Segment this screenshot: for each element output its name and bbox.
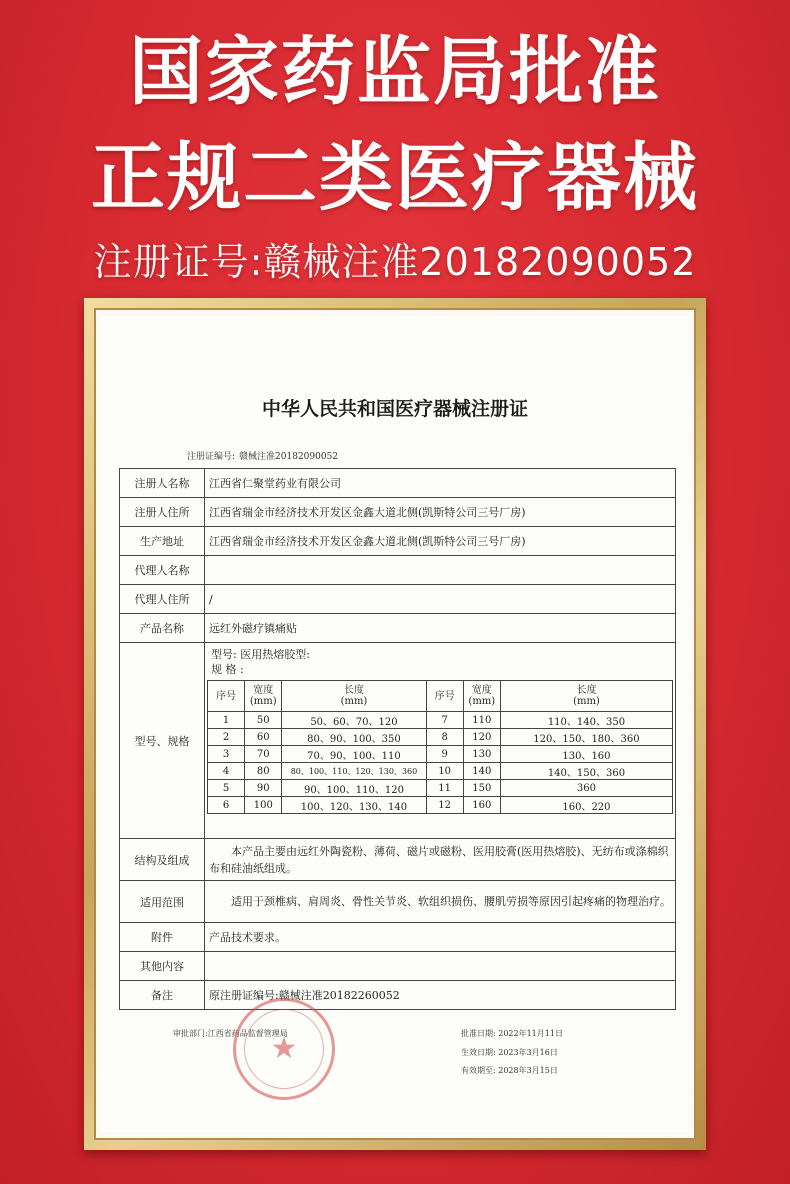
spec-width: 120 bbox=[463, 729, 500, 746]
row-label: 产品名称 bbox=[120, 614, 205, 643]
spec-length: 80、100、110、120、130、360 bbox=[282, 763, 426, 780]
spec-table bbox=[207, 680, 673, 814]
spec-seq: 3 bbox=[208, 746, 245, 763]
spec-seq: 1 bbox=[208, 712, 245, 729]
row-value: 本产品主要由远红外陶瓷粉、薄荷、磁片或磁粉、医用胶膏(医用热熔胶)、无纺布或涤棉织布和硅油纸组成。 bbox=[205, 839, 676, 881]
row-value: 原注册证编号:赣械注准20182260052 bbox=[205, 981, 676, 1010]
reg-no-label: 注册证编号: bbox=[187, 452, 236, 462]
approval-dept-value: 江西省药品监督管理局 bbox=[207, 1029, 288, 1038]
table-row bbox=[120, 923, 676, 952]
model-line: 型号: 医用热熔胶型: bbox=[211, 648, 310, 661]
spec-length: 100、120、130、140 bbox=[282, 797, 426, 814]
table-row bbox=[120, 527, 676, 556]
reg-no-value: 赣械注准20182090052 bbox=[239, 452, 339, 462]
spec-width: 130 bbox=[463, 746, 500, 763]
spec-width: 50 bbox=[245, 712, 282, 729]
spec-seq: 4 bbox=[208, 763, 245, 780]
spec-width: 110 bbox=[463, 712, 500, 729]
row-label: 结构及组成 bbox=[120, 839, 205, 881]
row-value: 产品技术要求。 bbox=[205, 923, 676, 952]
spec-row bbox=[208, 746, 673, 763]
spec-row bbox=[208, 780, 673, 797]
spec-seq: 10 bbox=[426, 763, 463, 780]
row-label: 注册人住所 bbox=[120, 498, 205, 527]
spec-width: 150 bbox=[463, 780, 500, 797]
spec-header-length: 长度 (mm) bbox=[282, 681, 426, 712]
row-value bbox=[205, 556, 676, 585]
row-value: / bbox=[205, 585, 676, 614]
model-spec-cell bbox=[205, 643, 676, 839]
spec-header-seq: 序号 bbox=[208, 681, 245, 712]
spec-length: 120、150、180、360 bbox=[500, 729, 672, 746]
spec-line: 规 格 : bbox=[211, 663, 244, 676]
table-row bbox=[120, 981, 676, 1010]
row-label: 生产地址 bbox=[120, 527, 205, 556]
table-row bbox=[120, 498, 676, 527]
spec-header-row bbox=[208, 681, 673, 712]
table-row bbox=[120, 881, 676, 923]
spec-length: 360 bbox=[500, 780, 672, 797]
spec-width: 100 bbox=[245, 797, 282, 814]
spec-width: 70 bbox=[245, 746, 282, 763]
spec-row bbox=[208, 729, 673, 746]
spec-length: 50、60、70、120 bbox=[282, 712, 426, 729]
spec-header-length: 长度 (mm) bbox=[500, 681, 672, 712]
spec-seq: 8 bbox=[426, 729, 463, 746]
seal-star-icon: ★ bbox=[270, 1031, 298, 1066]
row-value: 江西省瑞金市经济技术开发区金鑫大道北侧(凯斯特公司三号厂房) bbox=[205, 498, 676, 527]
effective-date: 生效日期: 2023年3月16日 bbox=[461, 1048, 558, 1057]
headline-class: 正规二类医疗器械 bbox=[91, 135, 699, 221]
row-label: 注册人名称 bbox=[120, 469, 205, 498]
spec-width: 60 bbox=[245, 729, 282, 746]
spec-length: 70、90、100、110 bbox=[282, 746, 426, 763]
row-label: 型号、规格 bbox=[120, 643, 205, 839]
spec-seq: 12 bbox=[426, 797, 463, 814]
certificate-title: 中华人民共和国医疗器械注册证 bbox=[261, 398, 528, 420]
spec-length: 80、90、100、350 bbox=[282, 729, 426, 746]
spec-seq: 7 bbox=[426, 712, 463, 729]
approval-date: 批准日期: 2022年11月11日 bbox=[461, 1029, 563, 1038]
certificate-table bbox=[119, 468, 676, 1010]
certificate-number bbox=[187, 449, 338, 462]
spec-length: 160、220 bbox=[500, 797, 672, 814]
spec-seq: 5 bbox=[208, 780, 245, 797]
expiry-date: 有效期至: 2028年3月15日 bbox=[461, 1066, 558, 1075]
official-seal bbox=[233, 998, 335, 1100]
spec-length: 110、140、350 bbox=[500, 712, 672, 729]
headline-reg-number: 注册证号:赣械注准20182090052 bbox=[93, 240, 697, 284]
row-label: 附件 bbox=[120, 923, 205, 952]
spec-length: 130、160 bbox=[500, 746, 672, 763]
spec-row bbox=[208, 797, 673, 814]
row-value: 江西省仁聚堂药业有限公司 bbox=[205, 469, 676, 498]
spec-header-width: 宽度 (mm) bbox=[245, 681, 282, 712]
table-row bbox=[120, 585, 676, 614]
row-value: 江西省瑞金市经济技术开发区金鑫大道北侧(凯斯特公司三号厂房) bbox=[205, 527, 676, 556]
spec-seq: 9 bbox=[426, 746, 463, 763]
row-label: 适用范围 bbox=[120, 881, 205, 923]
row-value: 适用于颈椎病、肩周炎、骨性关节炎、软组织损伤、腰肌劳损等原因引起疼痛的物理治疗。 bbox=[205, 881, 676, 923]
spec-header-width: 宽度 (mm) bbox=[463, 681, 500, 712]
certificate-document bbox=[101, 316, 689, 1132]
table-row bbox=[120, 643, 676, 839]
table-row bbox=[120, 556, 676, 585]
spec-seq: 6 bbox=[208, 797, 245, 814]
approval-dept-label: 审批部门: bbox=[173, 1029, 208, 1038]
spec-row bbox=[208, 763, 673, 780]
spec-header-seq: 序号 bbox=[426, 681, 463, 712]
table-row bbox=[120, 952, 676, 981]
spec-width: 160 bbox=[463, 797, 500, 814]
spec-width: 80 bbox=[245, 763, 282, 780]
spec-seq: 2 bbox=[208, 729, 245, 746]
spec-width: 90 bbox=[245, 780, 282, 797]
row-label: 其他内容 bbox=[120, 952, 205, 981]
row-value bbox=[205, 952, 676, 981]
spec-seq: 11 bbox=[426, 780, 463, 797]
spec-width: 140 bbox=[463, 763, 500, 780]
table-row bbox=[120, 469, 676, 498]
row-label: 代理人名称 bbox=[120, 556, 205, 585]
spec-row bbox=[208, 712, 673, 729]
headline-approval: 国家药监局批准 bbox=[129, 29, 661, 115]
row-value: 远红外磁疗镇痛贴 bbox=[205, 614, 676, 643]
spec-length: 90、100、110、120 bbox=[282, 780, 426, 797]
table-row bbox=[120, 839, 676, 881]
table-row bbox=[120, 614, 676, 643]
row-label: 备注 bbox=[120, 981, 205, 1010]
spec-length: 140、150、360 bbox=[500, 763, 672, 780]
row-label: 代理人住所 bbox=[120, 585, 205, 614]
